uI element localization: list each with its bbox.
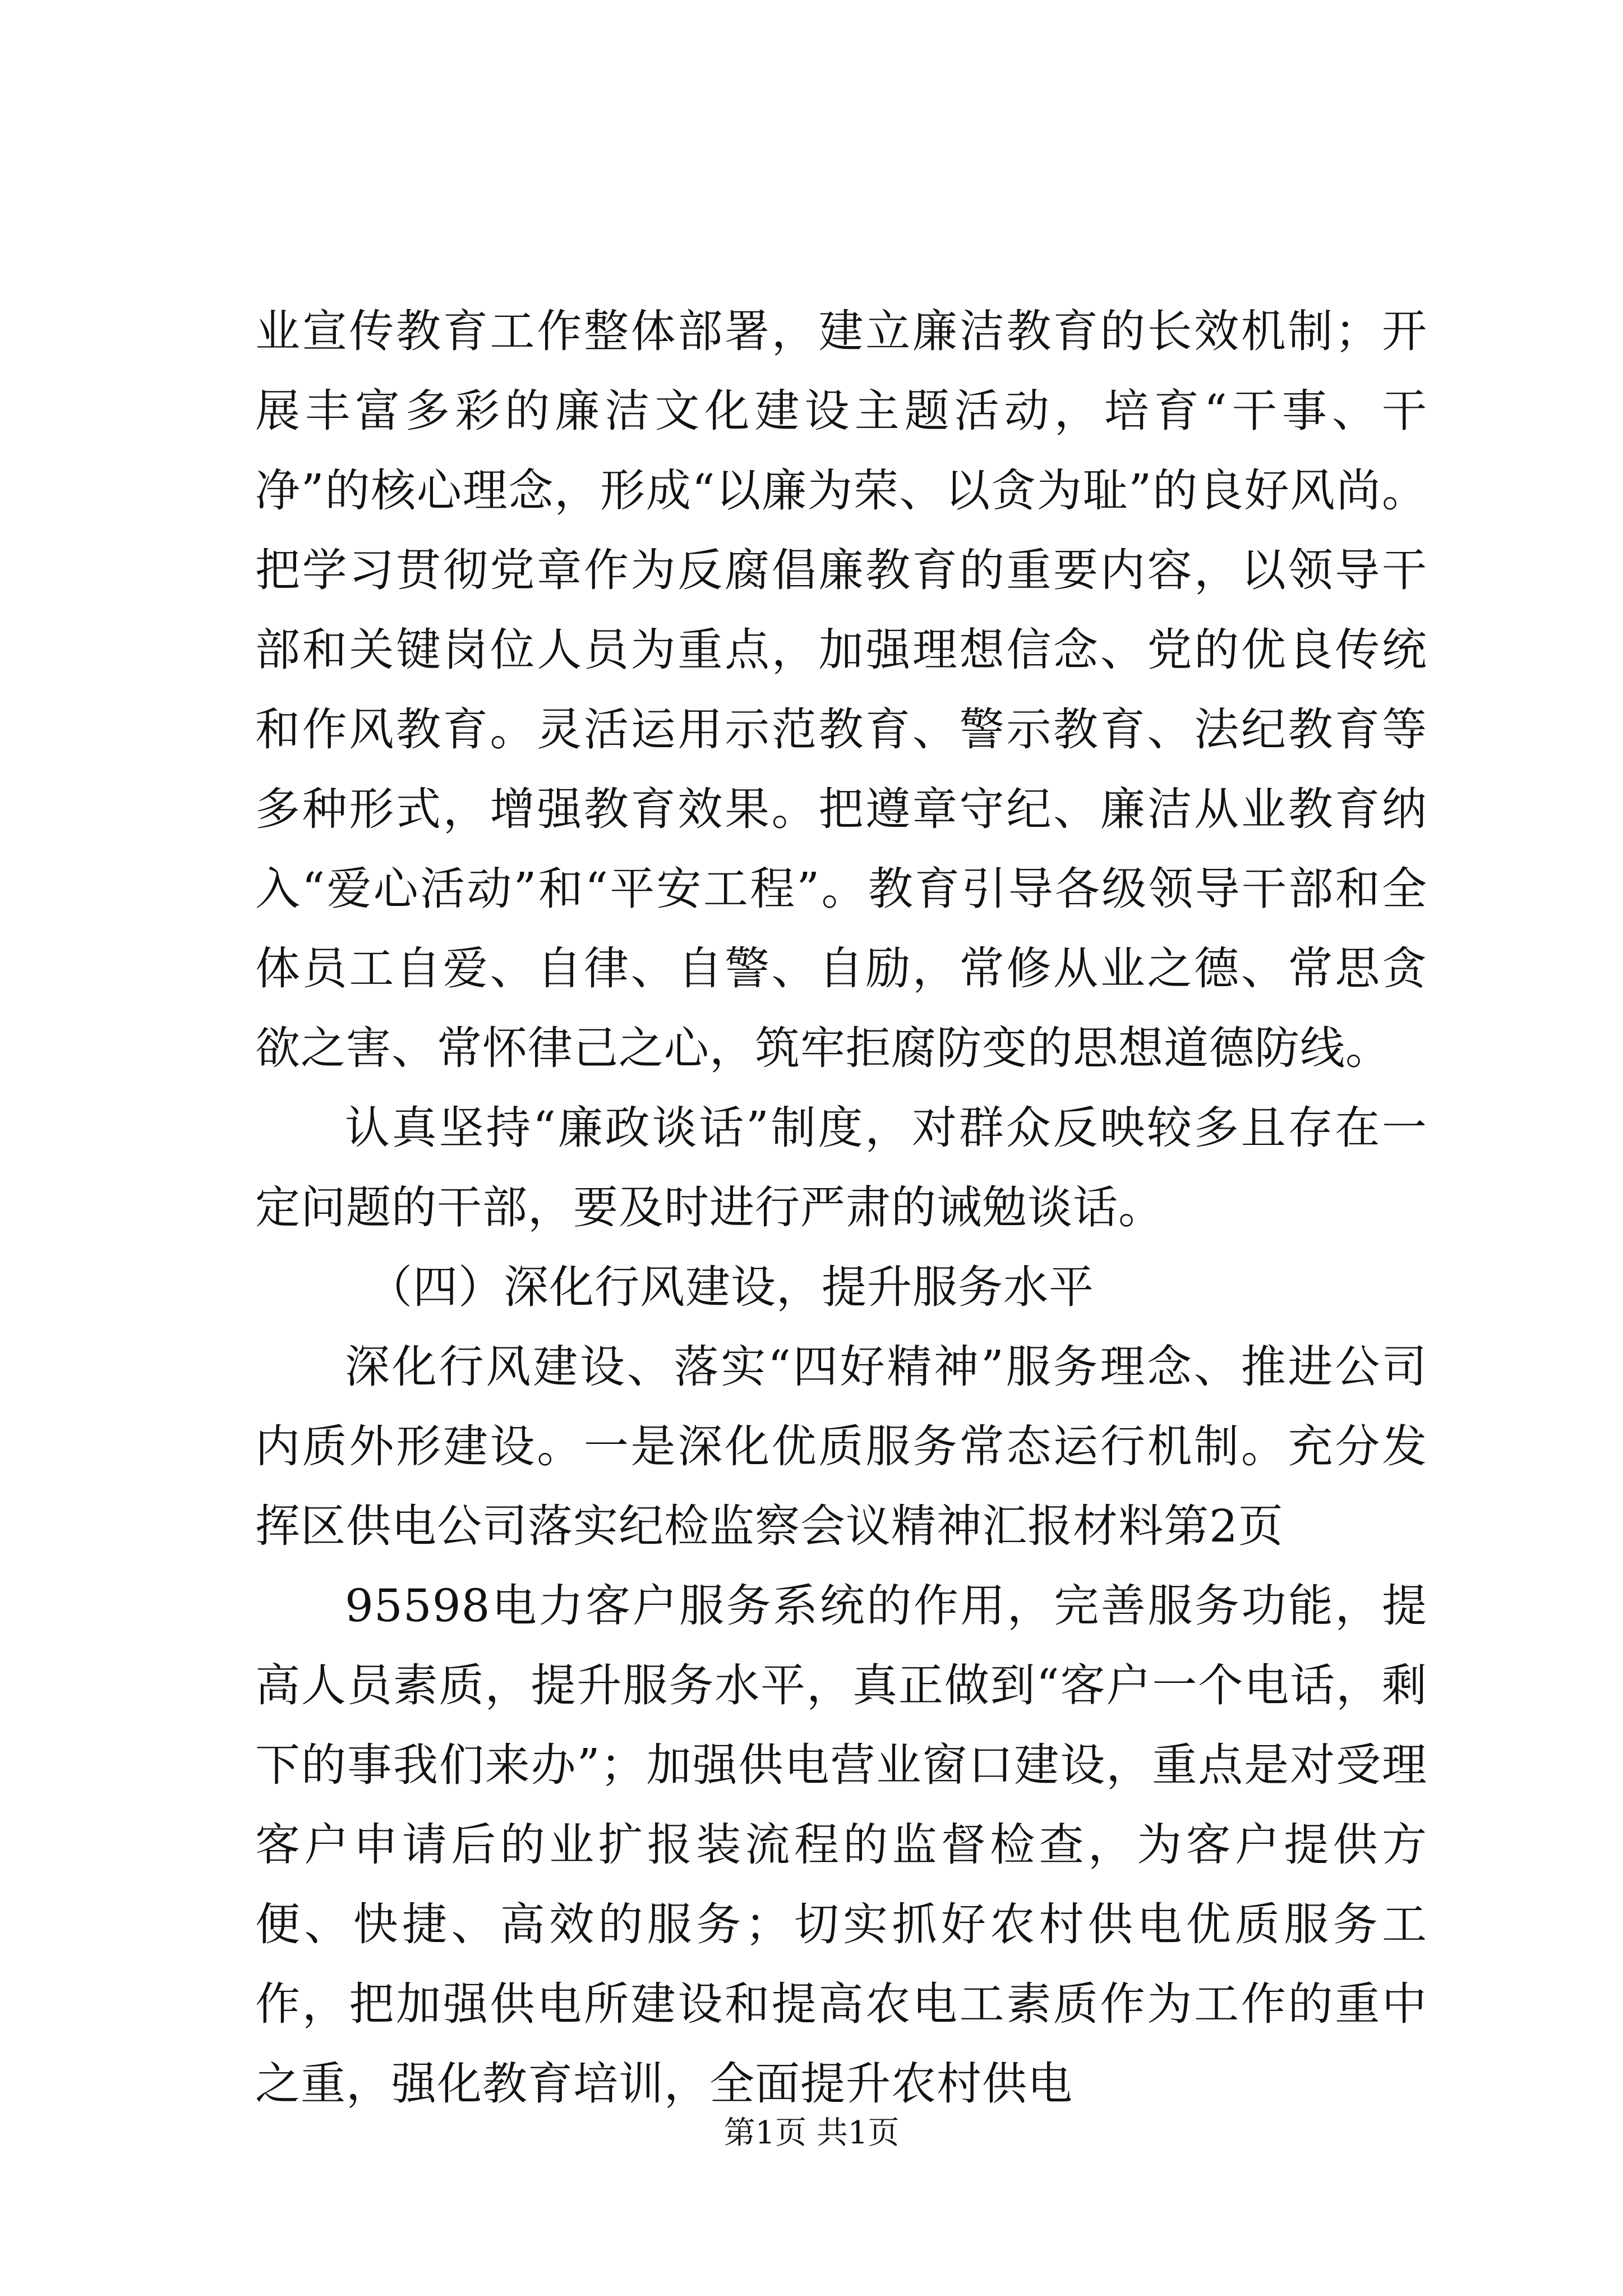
- paragraph-industry-conduct: 深化行风建设、落实“四好精神”服务理念、推进公司内质外形建设。一是深化优质服务常态运行机制。充分发挥区供电公司落实纪检监察会议精神汇报材料第2页: [255, 1341, 1427, 1552]
- paragraph-integrity-education: 业宣传教育工作整体部署，建立廉洁教育的长效机制；开展丰富多彩的廉洁文化建设主题活动，培育“干事、干净”的核心理念，形成“以廉为荣、以贪为耻”的良好风尚。把学习贯彻党章作为反腐倡廉教育的重要内容，以领导干部和关键岗位人员为重点，加强理想信念、党的优良传统和作风教育。灵活运用示范教育、警示教育、法纪教育等多种形式，增强教育效果。把遵章守纪、廉洁从业教育纳入“爱心活动”和“平安工程”。教育引导各级领导干部和全体员工自爱、自律、自警、自励，常修从业之德、常思贪欲之害、常怀律己之心，筑牢拒腐防变的思想道德防线。: [255, 305, 1427, 1074]
- document-body: [255, 292, 1427, 2124]
- page-footer: 第1页 共1页: [723, 2115, 900, 2151]
- section-heading-service: （四）深化行风建设，提升服务水平: [367, 1261, 1094, 1313]
- paragraph-customer-service: 95598电力客户服务系统的作用，完善服务功能，提高人员素质，提升服务水平，真正做到“客户一个电话，剩下的事我们来办”；加强供电营业窗口建设，重点是对受理客户申请后的业扩报装流程的监督检查，为客户提供方便、快捷、高效的服务；切实抓好农村供电优质服务工作，把加强供电所建设和提高农电工素质作为工作的重中之重，强化教育培训，全面提升农村供电: [255, 1580, 1427, 2110]
- paragraph-integrity-talk: 认真坚持“廉政谈话”制度，对群众反映较多且存在一定问题的干部，要及时进行严肃的诫勉谈话。: [255, 1102, 1427, 1234]
